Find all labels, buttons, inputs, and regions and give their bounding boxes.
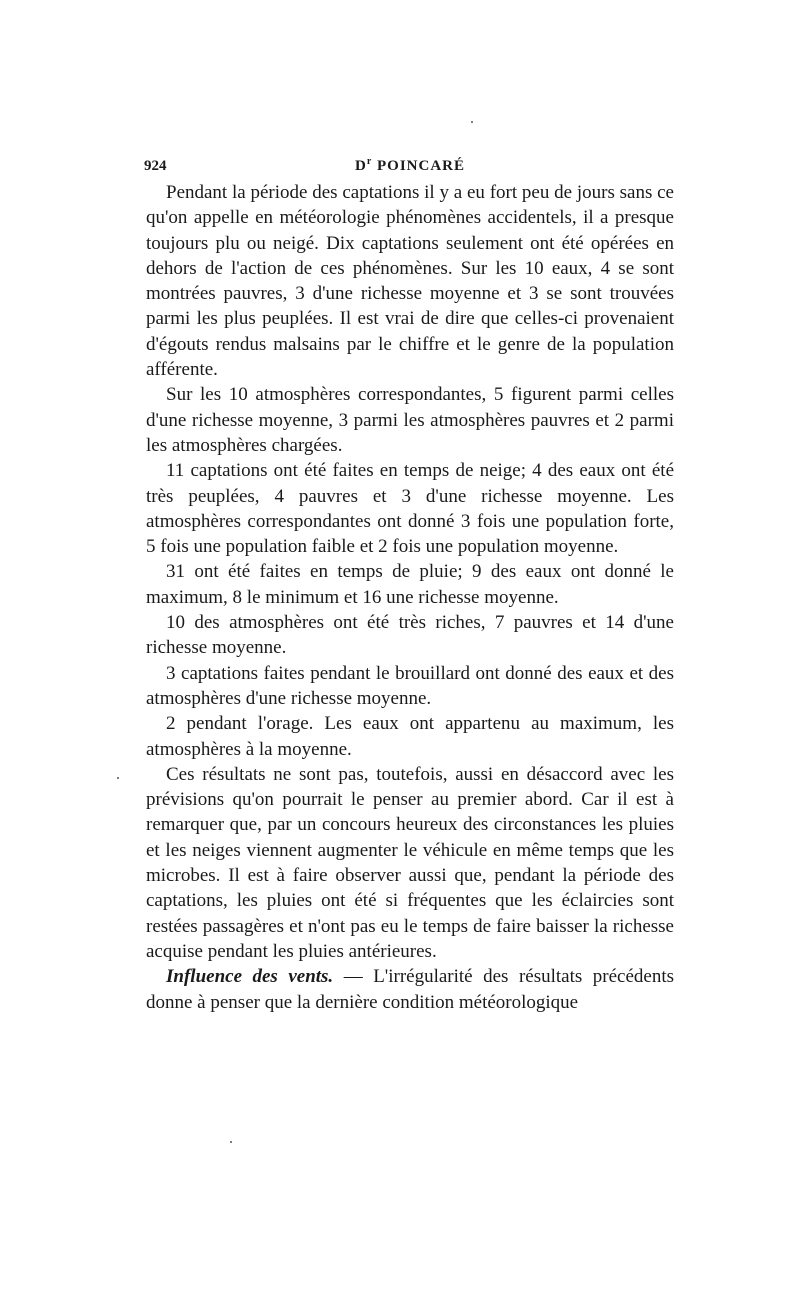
section-paragraph xyxy=(146,964,674,1015)
running-title xyxy=(146,156,674,175)
author-prefix-superscript: r xyxy=(366,156,373,167)
section-title: Influence des vents. xyxy=(166,966,334,988)
author-name: POINCARÉ xyxy=(377,158,466,174)
book-page xyxy=(146,150,674,1015)
page-number: 924 xyxy=(144,158,167,174)
paragraph-7: 2 pendant l'orage. Les eaux ont appartenu au maximum, les atmosphères à la moyenne. xyxy=(146,713,674,760)
paragraph-2: Sur les 10 atmosphères correspondantes, 5 figurent parmi celles d'une richesse moyenne, 3 parmi les atmosphères pauvres et 2 parmi les atmosphères chargées. xyxy=(146,384,674,456)
paragraph-1: Pendant la période des captations il y a eu fort peu de jours sans ce qu'on appelle en météorologie phénomènes accidentels, il a presque toujours plu ou neigé. Dix captations seulement ont été opérées en dehors de l'action de ces phénomènes. Sur les 10 eaux, 4 se sont montrées pauvres, 3 d'une richesse moyenne et 3 se sont trouvées parmi les plus peuplées. Il est vrai de dire que celles-ci provenaient d'égouts rendus malsains par le chiffre et le genre de la population afférente. xyxy=(146,182,674,381)
section-text: L'irrégularité des résultats précédents donne à penser que la dernière condition météorologique xyxy=(146,966,674,1013)
body-text xyxy=(146,180,674,1015)
paragraph-4: 31 ont été faites en temps de pluie; 9 des eaux ont donné le maximum, 8 le minimum et 16 une richesse moyenne. xyxy=(146,561,674,608)
paragraph-3: 11 captations ont été faites en temps de neige; 4 des eaux ont été très peuplées, 4 pauvres et 3 d'une richesse moyenne. Les atmosphères correspondantes ont donné 3 fois une population forte, 5 fois une population faible et 2 fois une population moyenne. xyxy=(146,460,674,558)
author-prefix: D xyxy=(354,158,367,174)
paragraph-5: 10 des atmosphères ont été très riches, 7 pauvres et 14 d'une richesse moyenne. xyxy=(146,612,674,659)
running-head xyxy=(146,150,674,180)
paragraph-8: Ces résultats ne sont pas, toutefois, aussi en désaccord avec les prévisions qu'on pourrait le penser au premier abord. Car il est à remarquer que, par un concours heureux des circonstances les pluies et les neiges viennent augmenter le véhicule en même temps que les microbes. Il est à faire observer aussi que, pendant la période des captations, les pluies ont été si fréquentes que les éclaircies sont restées passagères et n'ont pas eu le temps de faire baisser la richesse acquise pendant les pluies antérieures. xyxy=(146,763,674,962)
section-dash: — xyxy=(333,966,374,988)
paragraph-6: 3 captations faites pendant le brouillard ont donné des eaux et des atmosphères d'une richesse moyenne. xyxy=(146,662,674,709)
